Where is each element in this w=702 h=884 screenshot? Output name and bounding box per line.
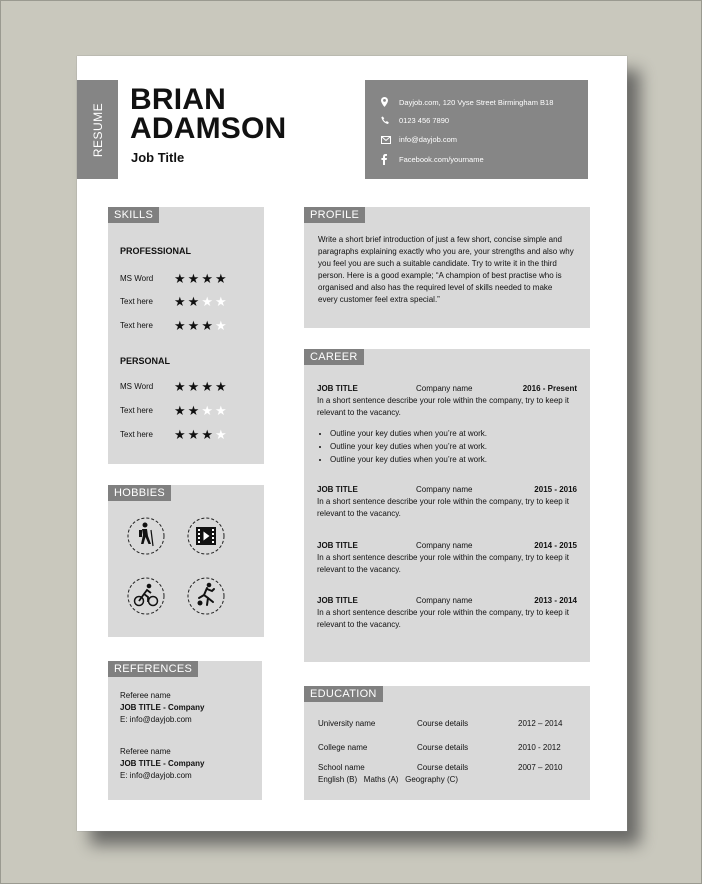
star-filled-icon: ★ xyxy=(201,427,215,442)
job-description: In a short sentence describe your role within the company, try to keep it relevant to the vacancy. xyxy=(317,608,569,629)
skill-label: Text here xyxy=(120,321,153,330)
job-dates: 2016 - Present xyxy=(522,384,577,393)
education-subjects: English (B) Maths (A) Geography (C) xyxy=(318,775,459,784)
envelope-icon xyxy=(381,136,399,144)
referee-role: JOB TITLE - Company xyxy=(120,703,205,712)
star-filled-icon: ★ xyxy=(201,271,215,286)
career-entry xyxy=(317,540,577,576)
profile-title: PROFILE xyxy=(304,207,365,223)
skill-rating-stars xyxy=(174,403,229,419)
star-filled-icon: ★ xyxy=(174,294,188,309)
education-dates: 2010 - 2012 xyxy=(518,743,561,752)
personal-heading: PERSONAL xyxy=(120,356,171,366)
hobbies-title: HOBBIES xyxy=(108,485,171,501)
job-title: JOB TITLE xyxy=(317,485,358,494)
address-text: Dayjob.com, 120 Vyse Street Birmingham B18 xyxy=(399,97,554,107)
phone-icon xyxy=(381,116,399,125)
skill-label: Text here xyxy=(120,297,153,306)
education-institution: School name xyxy=(318,763,365,772)
star-filled-icon: ★ xyxy=(174,427,188,442)
job-description: In a short sentence describe your role within the company, try to keep it relevant to the vacancy. xyxy=(317,396,569,417)
first-name: BRIAN xyxy=(130,83,226,116)
job-dates: 2013 - 2014 xyxy=(534,596,577,605)
education-course: Course details xyxy=(417,719,469,728)
job-company: Company name xyxy=(416,596,473,605)
professional-heading: PROFESSIONAL xyxy=(120,246,192,256)
contact-facebook[interactable] xyxy=(381,154,484,165)
referee-name: Referee name xyxy=(120,691,171,700)
star-filled-icon: ★ xyxy=(187,379,202,394)
referee-role: JOB TITLE - Company xyxy=(120,759,205,768)
duty-item: • Outline your key duties when you’re at work. xyxy=(330,453,577,466)
star-filled-icon: ★ xyxy=(187,427,202,442)
skill-label: Text here xyxy=(120,406,153,415)
star-filled-icon: ★ xyxy=(187,294,202,309)
skill-row xyxy=(120,271,260,286)
facebook-text[interactable]: Facebook.com/yourname xyxy=(399,155,484,164)
skill-rating-stars xyxy=(174,294,229,310)
star-empty-icon: ★ xyxy=(214,318,229,333)
resume-tab xyxy=(77,80,118,179)
contact-address xyxy=(381,97,553,107)
education-dates: 2007 – 2010 xyxy=(518,763,563,772)
star-filled-icon: ★ xyxy=(201,318,215,333)
contact-email[interactable] xyxy=(381,135,457,144)
duty-item: • Outline your key duties when you’re at work. xyxy=(330,440,577,453)
skill-rating-stars xyxy=(174,427,229,443)
star-filled-icon: ★ xyxy=(174,271,188,286)
resume-page xyxy=(77,56,627,831)
phone-text: 0123 456 7890 xyxy=(399,116,450,125)
job-company: Company name xyxy=(416,384,473,393)
star-filled-icon: ★ xyxy=(187,403,202,418)
star-filled-icon: ★ xyxy=(201,379,215,394)
education-course: Course details xyxy=(417,743,469,752)
skill-row xyxy=(120,379,260,394)
job-title: JOB TITLE xyxy=(317,541,358,550)
references-title: REFERENCES xyxy=(108,661,198,677)
contact-box xyxy=(365,80,588,179)
career-entry xyxy=(317,383,577,466)
skill-row xyxy=(120,294,260,309)
star-empty-icon: ★ xyxy=(201,294,215,309)
candidate-name xyxy=(130,85,286,143)
education-institution: University name xyxy=(318,719,376,728)
career-entry xyxy=(317,484,577,520)
profile-panel xyxy=(304,207,590,328)
film-icon xyxy=(186,516,226,556)
references-panel xyxy=(108,661,262,800)
referee-email[interactable]: E: info@dayjob.com xyxy=(120,715,192,724)
cycling-icon xyxy=(126,576,166,616)
referee-email[interactable]: E: info@dayjob.com xyxy=(120,771,192,780)
job-company: Company name xyxy=(416,541,473,550)
reference-entry xyxy=(120,690,204,726)
education-course: Course details xyxy=(417,763,469,772)
star-filled-icon: ★ xyxy=(174,379,188,394)
skill-row xyxy=(120,318,260,333)
contact-phone xyxy=(381,116,449,125)
education-panel xyxy=(304,686,590,800)
job-dates: 2014 - 2015 xyxy=(534,541,577,550)
star-empty-icon: ★ xyxy=(214,427,229,442)
career-title: CAREER xyxy=(304,349,364,365)
skill-rating-stars xyxy=(174,271,229,287)
candidate-job-title: Job Title xyxy=(131,150,185,165)
profile-text: Write a short brief introduction of just a few short, concise simple and paragraphs explaining exactly who you are, your strengths and also why you feel you are such a suitable candidate. Try to write it in the third person. Here is a good example; “A champion of best practise who is organised and also has the required level of skills needed to make every customer feel extra special.” xyxy=(318,235,574,304)
facebook-icon xyxy=(381,154,399,165)
last-name: ADAMSON xyxy=(130,112,287,145)
skills-panel xyxy=(108,207,264,464)
football-icon xyxy=(186,576,226,616)
reference-entry xyxy=(120,746,204,782)
star-empty-icon: ★ xyxy=(201,403,215,418)
star-empty-icon: ★ xyxy=(214,294,229,309)
star-filled-icon: ★ xyxy=(214,271,229,286)
career-entry xyxy=(317,595,577,631)
skill-label: Text here xyxy=(120,430,153,439)
skills-title: SKILLS xyxy=(108,207,159,223)
job-company: Company name xyxy=(416,485,473,494)
duties-list xyxy=(317,427,577,466)
education-institution: College name xyxy=(318,743,368,752)
star-empty-icon: ★ xyxy=(214,403,229,418)
skill-row xyxy=(120,427,260,442)
hiking-icon xyxy=(126,516,166,556)
education-dates: 2012 – 2014 xyxy=(518,719,563,728)
referee-name: Referee name xyxy=(120,747,171,756)
job-description: In a short sentence describe your role within the company, try to keep it relevant to the vacancy. xyxy=(317,553,569,574)
location-pin-icon xyxy=(381,97,399,107)
skill-rating-stars xyxy=(174,379,229,395)
star-filled-icon: ★ xyxy=(187,271,202,286)
job-dates: 2015 - 2016 xyxy=(534,485,577,494)
email-text[interactable]: info@dayjob.com xyxy=(399,135,458,144)
skill-rating-stars xyxy=(174,318,229,334)
career-panel xyxy=(304,349,590,662)
skill-label: MS Word xyxy=(120,382,154,391)
job-description: In a short sentence describe your role within the company, try to keep it relevant to the vacancy. xyxy=(317,497,569,518)
skill-label: MS Word xyxy=(120,274,154,283)
hobbies-panel xyxy=(108,485,264,637)
education-title: EDUCATION xyxy=(304,686,383,702)
job-title: JOB TITLE xyxy=(317,384,358,393)
star-filled-icon: ★ xyxy=(214,379,229,394)
star-filled-icon: ★ xyxy=(174,403,188,418)
star-filled-icon: ★ xyxy=(174,318,188,333)
job-title: JOB TITLE xyxy=(317,596,358,605)
skill-row xyxy=(120,403,260,418)
duty-item: • Outline your key duties when you’re at work. xyxy=(330,427,577,440)
resume-tab-label: RESUME xyxy=(90,102,105,157)
star-filled-icon: ★ xyxy=(187,318,202,333)
